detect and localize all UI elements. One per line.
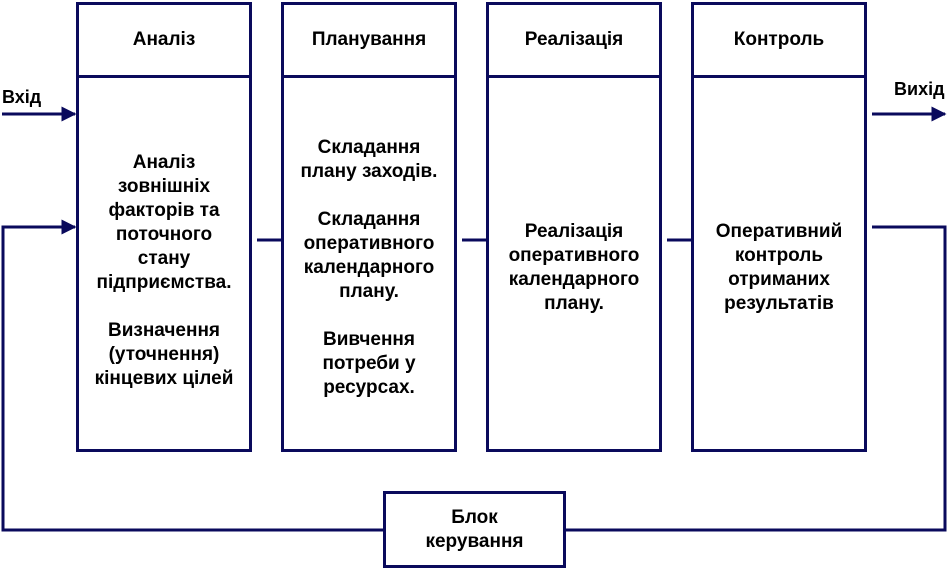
text-line: підприємства. <box>96 272 232 293</box>
text-line: стану <box>137 248 191 269</box>
text-line: (уточнення) <box>108 344 220 365</box>
text-line: зовнішніх <box>117 176 211 197</box>
text-line: оперативного <box>508 245 640 266</box>
text-line: календарного <box>303 257 435 278</box>
text-line: Аналіз <box>132 152 196 173</box>
stage-control <box>691 2 867 452</box>
text-paragraph <box>79 151 249 295</box>
text-paragraph <box>489 220 659 316</box>
output-label: Вихід <box>894 79 945 99</box>
text-line: факторів та <box>108 200 220 221</box>
stage-planning-text <box>284 136 454 400</box>
text-line: отриманих <box>728 269 830 290</box>
stage-implementation <box>486 2 662 452</box>
text-line: оперативного <box>303 233 435 254</box>
text-paragraph <box>284 136 454 184</box>
text-line: Оперативний <box>715 221 843 242</box>
text-line: плану. <box>544 293 604 314</box>
stage-analysis-text <box>79 151 249 391</box>
text-line: Складання <box>317 209 421 230</box>
text-line: результатів <box>724 293 834 314</box>
text-line: потреби у <box>322 353 416 374</box>
text-line: контроль <box>734 245 824 266</box>
stage-analysis-title: Аналіз <box>79 5 249 78</box>
stage-control-title: Контроль <box>694 5 864 78</box>
stage-control-text <box>694 220 864 316</box>
stage-planning <box>281 2 457 452</box>
text-paragraph <box>284 208 454 304</box>
text-paragraph <box>79 319 249 391</box>
text-paragraph <box>284 328 454 400</box>
stage-analysis <box>76 2 252 452</box>
stage-implementation-title: Реалізація <box>489 5 659 78</box>
input-label: Вхід <box>2 87 42 107</box>
stage-implementation-text <box>489 220 659 316</box>
text-line: Вивчення <box>323 329 415 350</box>
text-line: Реалізація <box>524 221 624 242</box>
text-paragraph <box>694 220 864 316</box>
control-block <box>383 491 566 568</box>
text-line: плану заходів. <box>300 161 438 182</box>
text-line: ресурсах. <box>323 377 415 398</box>
control-block-line: керування <box>425 530 524 552</box>
text-line: поточного <box>115 224 213 245</box>
stage-planning-title: Планування <box>284 5 454 78</box>
text-line: Визначення <box>107 320 221 341</box>
text-line: плану. <box>339 281 399 302</box>
text-line: Складання <box>317 137 421 158</box>
control-block-line: Блок <box>451 506 498 528</box>
text-line: кінцевих цілей <box>94 368 234 389</box>
text-line: календарного <box>508 269 640 290</box>
